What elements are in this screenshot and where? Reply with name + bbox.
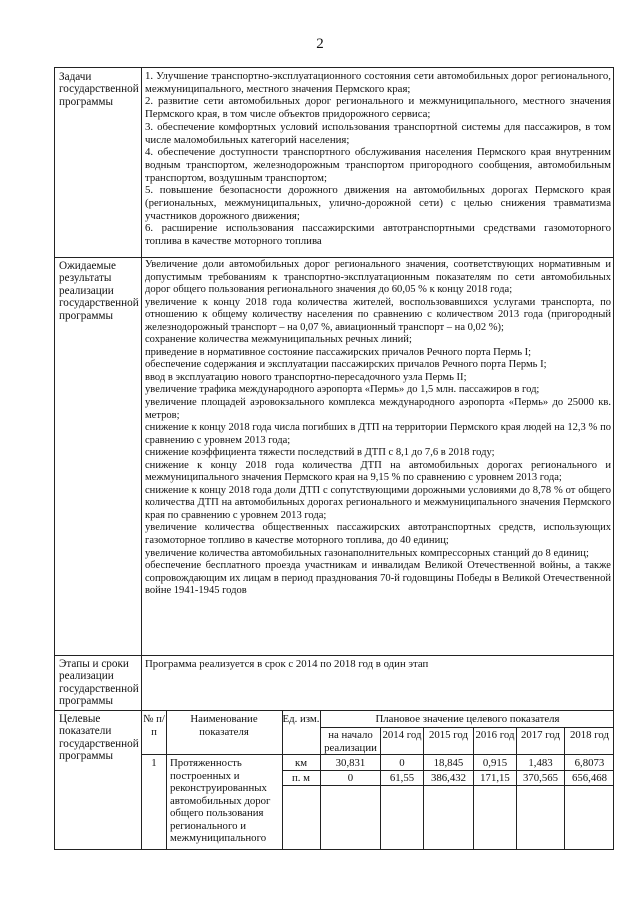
header-start: на начало реализации (324, 729, 377, 754)
item-value: 61,55 (389, 772, 415, 784)
item-unit: п. м (291, 772, 310, 784)
indicators-label: Целевые показатели государственной программы (59, 713, 139, 763)
result-item: ввод в эксплуатацию нового транспортно-пересадочного узла Пермь II; (145, 371, 467, 383)
item-num: 1 (151, 757, 157, 769)
header-divider (320, 727, 614, 728)
task-item: 1. Улучшение транспортно-эксплуатационного состояния сети автомобильных дорог регионального, межмуниципального, местного значения Пермского края; (145, 70, 611, 95)
result-item: обеспечение бесплатного проезда участникам и инвалидам Великой Отечественной войны, а также сопровождающим их лицам в период празднования 70-й годовщины Победы в Великой Отечественной войне 1941-1945 годов (145, 560, 611, 597)
item-name: Протяженность построенных и реконструированных автомобильных дорог общего пользования регионального и межмуниципального (170, 757, 271, 844)
result-item: снижение коэффициента тяжести последствий в ДТП с 8,1 до 7,6 в 2018 году; (145, 447, 495, 459)
item-value: 18,845 (433, 757, 464, 769)
task-item: 4. обеспечение доступности транспортного обслуживания населения Пермского края внутренним водным транспортом, железнодорожным транспортом пригородного сообщения, автомобильным транспортом, воздушным транспортом; (145, 146, 611, 184)
result-item: увеличение количества общественных пассажирских автотранспортных средств, использующих газомоторное топливо в качестве моторного топлива, до 40 единиц; (145, 522, 611, 547)
item-start-value: 0 (347, 772, 354, 784)
row-divider (55, 257, 613, 258)
item-value: 0,915 (482, 757, 508, 769)
tasks-label: Задачи государственной программы (59, 71, 139, 108)
task-item: 5. повышение безопасности дорожного движения на автомобильных дорогах Пермского края (региональных, межмуниципальных, улично-дорожной сети) с целью снижения травматизма участников дорожного движения; (145, 184, 611, 222)
results-label: Ожидаемые результаты реализации государственной программы (59, 260, 139, 322)
page-number: 2 (316, 36, 324, 52)
stages-text: Программа реализуется в срок с 2014 по 2018 год в один этап (145, 658, 429, 670)
row-divider (55, 655, 613, 656)
stages-label: Этапы и сроки реализации государственной программы (59, 658, 139, 708)
item-value: 656,468 (571, 772, 608, 784)
result-item: увеличение количества автомобильных газонаполнительных компрессорных станций до 8 единиц; (145, 547, 589, 559)
column-divider (423, 727, 424, 849)
result-item: увеличение площадей аэровокзального комплекса международного аэропорта «Пермь» до 25000 кв. метров; (145, 397, 611, 421)
result-item: снижение к концу 2018 года количества ДТП на автомобильных дорогах регионального и межмуниципального значения Пермского края на 9,15 % по сравнению с уровнем 2013 года; (145, 459, 611, 484)
item-value: 370,565 (522, 772, 559, 784)
result-item: снижение к концу 2018 года доли ДТП с сопутствующими дорожными условиями до 8,78 % от общего количества ДТП на автомобильных дорогах регионального и межмуниципального значения Пермского края по сравнению с уровнем 2013 года; (145, 484, 611, 521)
result-item: приведение в нормативное состояние пассажирских причалов Речного порта Пермь I; (145, 346, 532, 358)
item-value: 0 (399, 757, 405, 769)
item-value: 1,483 (528, 757, 553, 769)
header-year: 2016 год (475, 729, 515, 741)
result-item: Увеличение доли автомобильных дорог регионального значения, соответствующих нормативным и допустимым требованиям к транспортно-эксплуатационным показателям по сети автомобильных дорог общего пользования регионального значения до 60,05 % к концу 2018 года; (145, 259, 611, 296)
item-value: 386,432 (430, 772, 467, 784)
passport-table (54, 67, 614, 850)
column-divider (380, 727, 381, 849)
result-item: увеличение трафика международного аэропорта «Пермь» до 1,5 млн. пассажиров в год; (145, 384, 540, 396)
header-planned: Плановое значение целевого показателя (375, 713, 560, 725)
header-year: 2018 год (569, 729, 610, 741)
header-year: 2017 год (520, 729, 561, 741)
header-name: Наименование показателя (190, 713, 258, 738)
row-divider (282, 770, 614, 771)
row-divider (55, 710, 613, 711)
column-divider (516, 727, 517, 849)
header-year: 2014 год (382, 729, 422, 741)
result-item: сохранение количества межмуниципальных речных линий; (145, 334, 412, 346)
column-divider (166, 710, 167, 849)
task-item: 3. обеспечение комфортных условий использования транспортной системы для пассажиров, в том числе маломобильных категорий населения; (145, 120, 611, 146)
tasks-text (145, 70, 611, 248)
task-item: 2. развитие сети автомобильных дорог регионального и межмуниципального, местного значения Пермского края, в том числе объектов придорожного сервиса; (145, 95, 611, 121)
item-start-value: 30,831 (335, 757, 366, 769)
column-divider (141, 68, 142, 849)
item-unit: км (294, 757, 308, 769)
header-year: 2015 год (428, 729, 469, 741)
results-text (145, 259, 611, 598)
result-item: обеспечение содержания и эксплуатации пассажирских причалов Речного порта Пермь I; (145, 359, 547, 371)
column-divider (473, 727, 474, 849)
header-divider (141, 754, 614, 755)
item-value: 6,8073 (574, 757, 605, 769)
header-unit: Ед. изм. (282, 713, 320, 725)
result-item: увеличение к концу 2018 года количества жителей, воспользовавшихся услугами транспорта, по отношению к общему количеству населения по сравнению с количеством 2013 года (пригородный железнодорожный транспорт – на 0,07 %, авиационный транспорт – на 0,02 %); (145, 296, 611, 333)
column-divider (564, 727, 565, 849)
row-divider (282, 785, 614, 786)
task-item: 6. расширение использования пассажирскими автотранспортными средствами газомоторного топлива в качестве моторного топлива (145, 222, 611, 248)
result-item: снижение к концу 2018 года числа погибших в ДТП на территории Пермского края людей на 12,3 % по сравнению с уровнем 2013 года; (145, 422, 611, 446)
header-num: № п/п (143, 713, 165, 738)
item-value: 171,15 (480, 772, 510, 784)
